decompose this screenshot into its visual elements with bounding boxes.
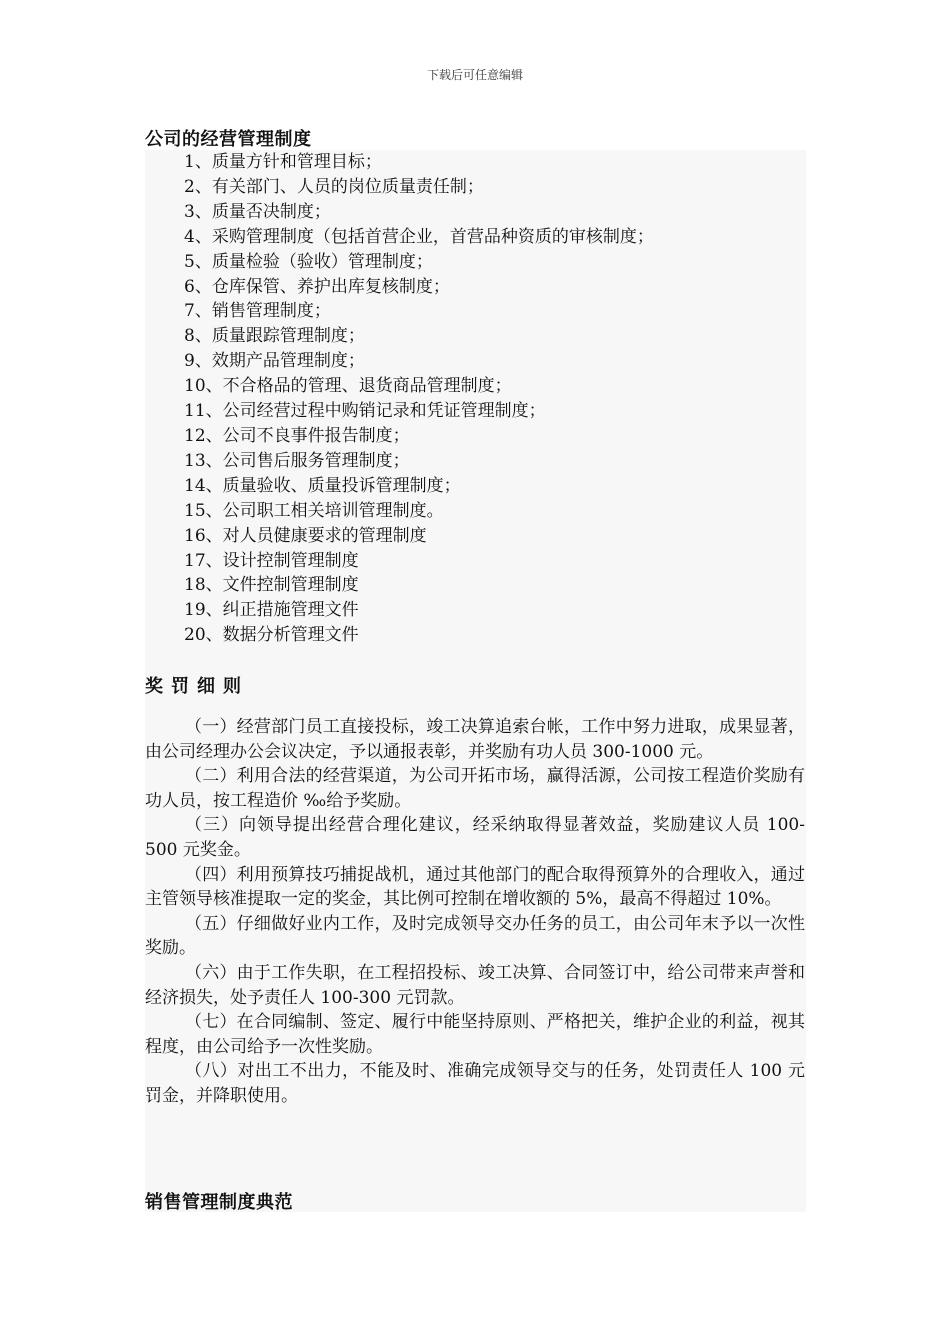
list-item: 16、对人员健康要求的管理制度 [184, 525, 427, 546]
list-item: 13、公司售后服务管理制度； [184, 450, 410, 471]
list-item: 17、设计控制管理制度 [184, 550, 359, 571]
list-item: 9、效期产品管理制度； [184, 351, 365, 372]
list-item: 4、采购管理制度（包括首营企业，首营品种资质的审核制度； [184, 226, 654, 247]
list-item: 7、销售管理制度； [184, 301, 331, 322]
list-item: 8、质量跟踪管理制度； [184, 326, 365, 347]
page-header-note: 下载后可任意编辑 [426, 68, 523, 82]
list-item: 14、质量验收、质量投诉管理制度； [184, 475, 461, 496]
section-title-management: 公司的经营管理制度 [145, 129, 312, 150]
list-item: 3、质量否决制度； [184, 201, 331, 222]
list-item: 2、有关部门、人员的岗位质量责任制； [184, 176, 484, 197]
management-system-list [184, 150, 654, 648]
rule-paragraph: （一）经营部门员工直接投标，竣工决算追索台帐，工作中努力进取，成果显著，由公司经理办公会议决定，予以通报表彰，并奖励有功人员 300-1000 元。 [145, 717, 805, 762]
list-item: 12、公司不良事件报告制度； [184, 425, 410, 446]
rule-paragraph: （六）由于工作失职，在工程招投标、竣工决算、合同签订中，给公司带来声誉和经济损失，处予责任人 100-300 元罚款。 [145, 962, 805, 1008]
list-item: 5、质量检验（验收）管理制度； [184, 251, 433, 272]
list-item: 15、公司职工相关培训管理制度。 [184, 500, 444, 521]
list-item: 20、数据分析管理文件 [184, 625, 359, 646]
rule-paragraph: （八）对出工不出力，不能及时、准确完成领导交与的任务，处罚责任人 100 元罚金，并降职使用。 [145, 1061, 805, 1106]
rewards-rules [145, 715, 805, 1109]
list-item: 11、公司经营过程中购销记录和凭证管理制度； [184, 401, 546, 422]
list-item: 1、质量方针和管理目标； [184, 152, 382, 172]
list-item: 6、仓库保管、养护出库复核制度； [184, 276, 450, 297]
rule-paragraph: （四）利用预算技巧捕捉战机，通过其他部门的配合取得预算外的合理收入，通过主管领导核准提取一定的奖金，其比例可控制在增收额的 5%，最高不得超过 10%。 [145, 864, 805, 910]
rule-paragraph: （三）向领导提出经营合理化建议，经采纳取得显著效益，奖励建议人员 100-500 元奖金。 [145, 815, 805, 860]
list-item: 19、纠正措施管理文件 [184, 600, 359, 621]
rule-paragraph: （七）在合同编制、签定、履行中能坚持原则、严格把关，维护企业的利益，视其程度，由公司给予一次性奖励。 [145, 1012, 805, 1057]
rule-paragraph: （五）仔细做好业内工作，及时完成领导交办任务的员工，由公司年末予以一次性奖励。 [145, 913, 805, 959]
section-title-rewards: 奖罚细则 [145, 676, 249, 697]
section-title-sales: 销售管理制度典范 [145, 1192, 293, 1213]
list-item: 10、不合格品的管理、退货商品管理制度； [184, 376, 512, 397]
rule-paragraph: （二）利用合法的经营渠道，为公司开拓市场，赢得活源，公司按工程造价奖励有功人员，按工程造价 ‰给予奖励。 [145, 766, 805, 811]
list-item: 18、文件控制管理制度 [184, 575, 359, 596]
